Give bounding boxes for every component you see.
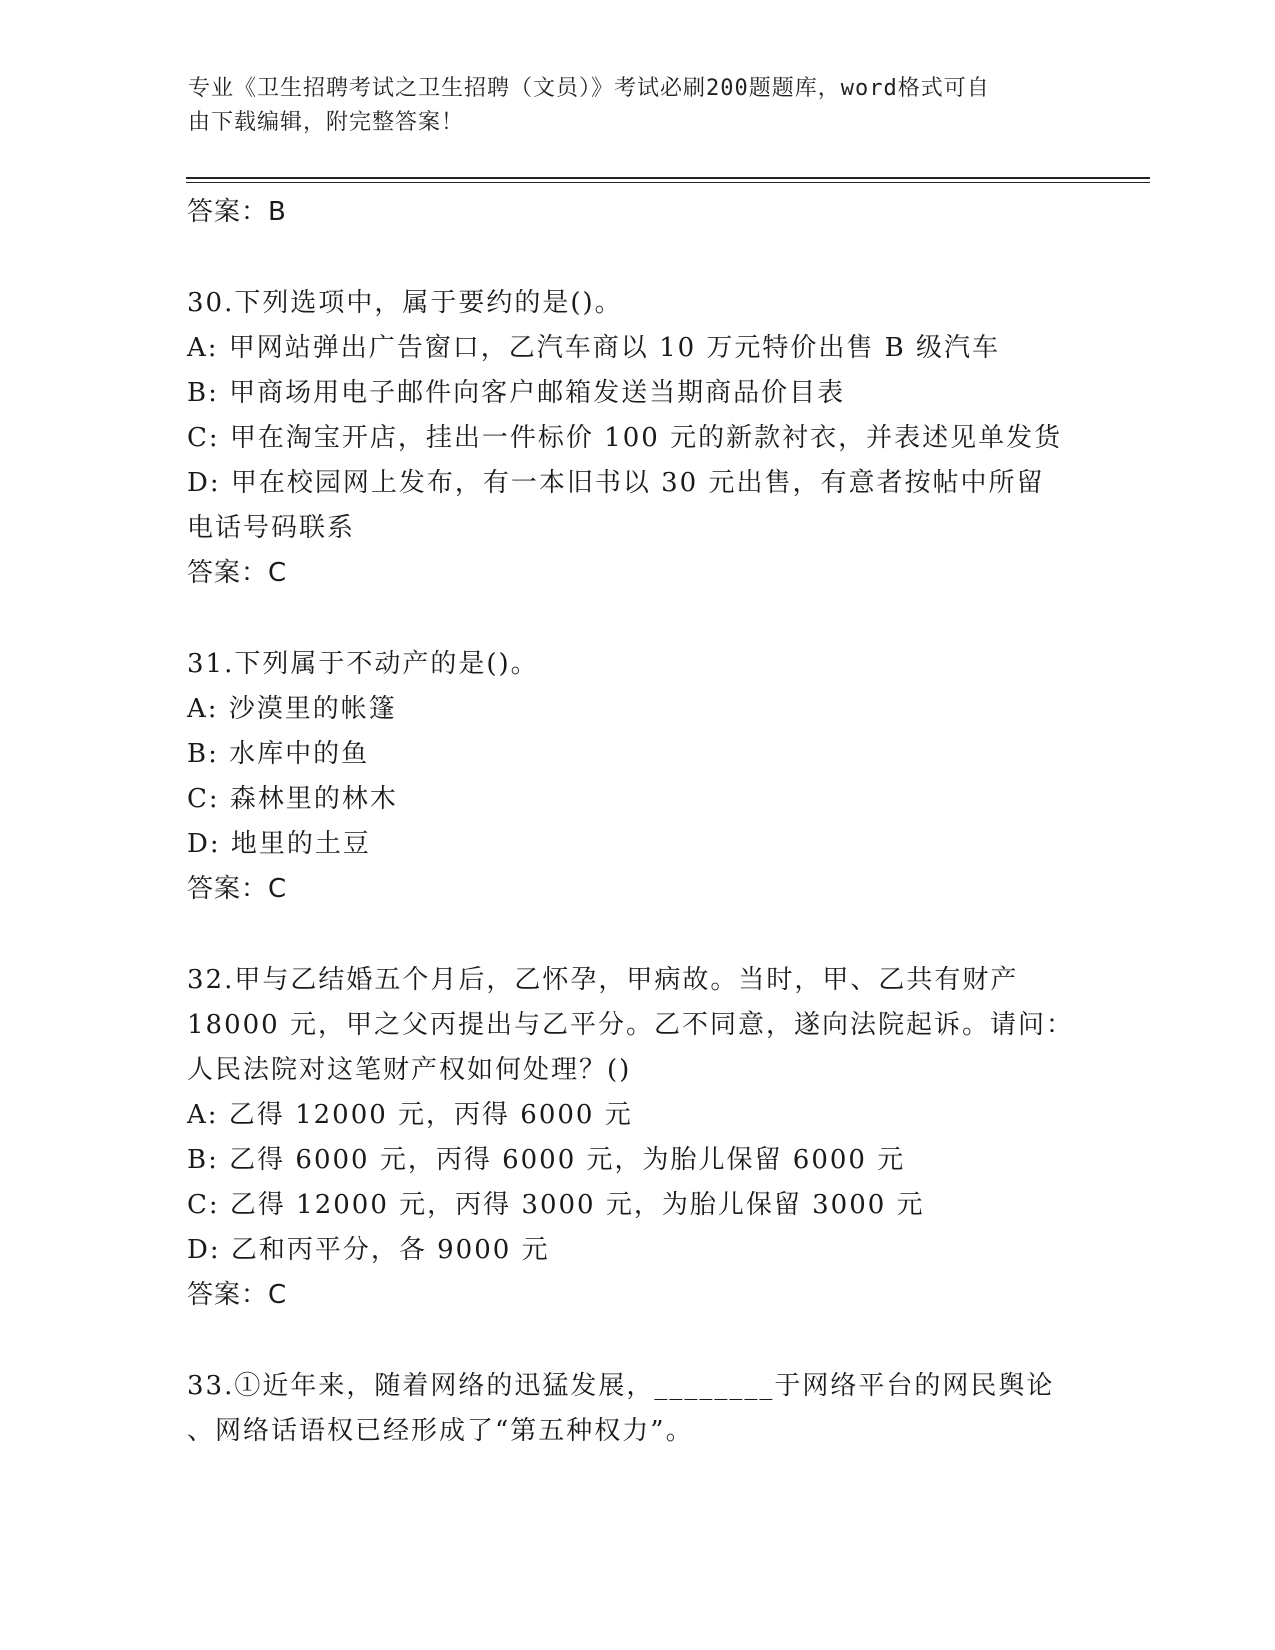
option-a: A: 乙得 12000 元，丙得 6000 元 bbox=[187, 1100, 633, 1130]
option-b: B: 水库中的鱼 bbox=[187, 739, 370, 769]
question-block bbox=[187, 642, 1087, 912]
question-block bbox=[187, 1364, 1087, 1454]
header-rule-thick bbox=[186, 177, 1150, 179]
option-d-continued: 电话号码联系 bbox=[187, 513, 356, 543]
option-b: B: 甲商场用电子邮件向客户邮箱发送当期商品价目表 bbox=[187, 378, 846, 408]
question-block bbox=[187, 958, 1087, 1318]
question-text: 31.下列属于不动产的是()。 bbox=[187, 649, 539, 679]
option-d: D: 甲在校园网上发布，有一本旧书以 30 元出售，有意者按帖中所留 bbox=[187, 468, 1045, 498]
answer-line: 答案：C bbox=[187, 558, 288, 588]
option-d: D: 地里的土豆 bbox=[187, 829, 371, 859]
answer-line: 答案：B bbox=[187, 197, 287, 227]
spacer bbox=[187, 596, 1087, 642]
question-block bbox=[187, 281, 1087, 596]
question-text: 33.①近年来，随着网络的迅猛发展，________于网络平台的网民舆论 bbox=[187, 1371, 1055, 1401]
spacer bbox=[187, 235, 1087, 281]
question-text-continued: 、网络话语权已经形成了“第五种权力”。 bbox=[187, 1416, 694, 1446]
option-b: B: 乙得 6000 元，丙得 6000 元，为胎儿保留 6000 元 bbox=[187, 1145, 906, 1175]
document-body bbox=[187, 190, 1087, 1454]
header-rule-thin bbox=[186, 182, 1150, 183]
question-text: 30.下列选项中，属于要约的是()。 bbox=[187, 288, 623, 318]
answer-line: 答案：C bbox=[187, 1280, 288, 1310]
question-text: 32.甲与乙结婚五个月后，乙怀孕，甲病故。当时，甲、乙共有财产 bbox=[187, 965, 1019, 995]
answer-line: 答案：C bbox=[187, 874, 288, 904]
option-a: A: 沙漠里的帐篷 bbox=[187, 694, 397, 724]
question-text-continued: 人民法院对这笔财产权如何处理？() bbox=[187, 1055, 632, 1085]
option-c: C: 森林里的林木 bbox=[187, 784, 398, 814]
option-a: A: 甲网站弹出广告窗口，乙汽车商以 10 万元特价出售 B 级汽车 bbox=[187, 333, 1001, 363]
header-line-2: 由下载编辑，附完整答案！ bbox=[188, 110, 465, 135]
spacer bbox=[187, 1318, 1087, 1364]
option-d: D: 乙和丙平分，各 9000 元 bbox=[187, 1235, 550, 1265]
option-c: C: 甲在淘宝开店，挂出一件标价 100 元的新款衬衣，并表述见单发货 bbox=[187, 423, 1063, 453]
question-text-continued: 18000 元，甲之父丙提出与乙平分。乙不同意，遂向法院起诉。请问： bbox=[187, 1010, 1074, 1040]
spacer bbox=[187, 912, 1087, 958]
option-c: C: 乙得 12000 元，丙得 3000 元，为胎儿保留 3000 元 bbox=[187, 1190, 925, 1220]
document-header bbox=[188, 72, 1088, 140]
header-line-1: 专业《卫生招聘考试之卫生招聘（文员）》考试必刷200题题库，word格式可自 bbox=[188, 76, 990, 101]
